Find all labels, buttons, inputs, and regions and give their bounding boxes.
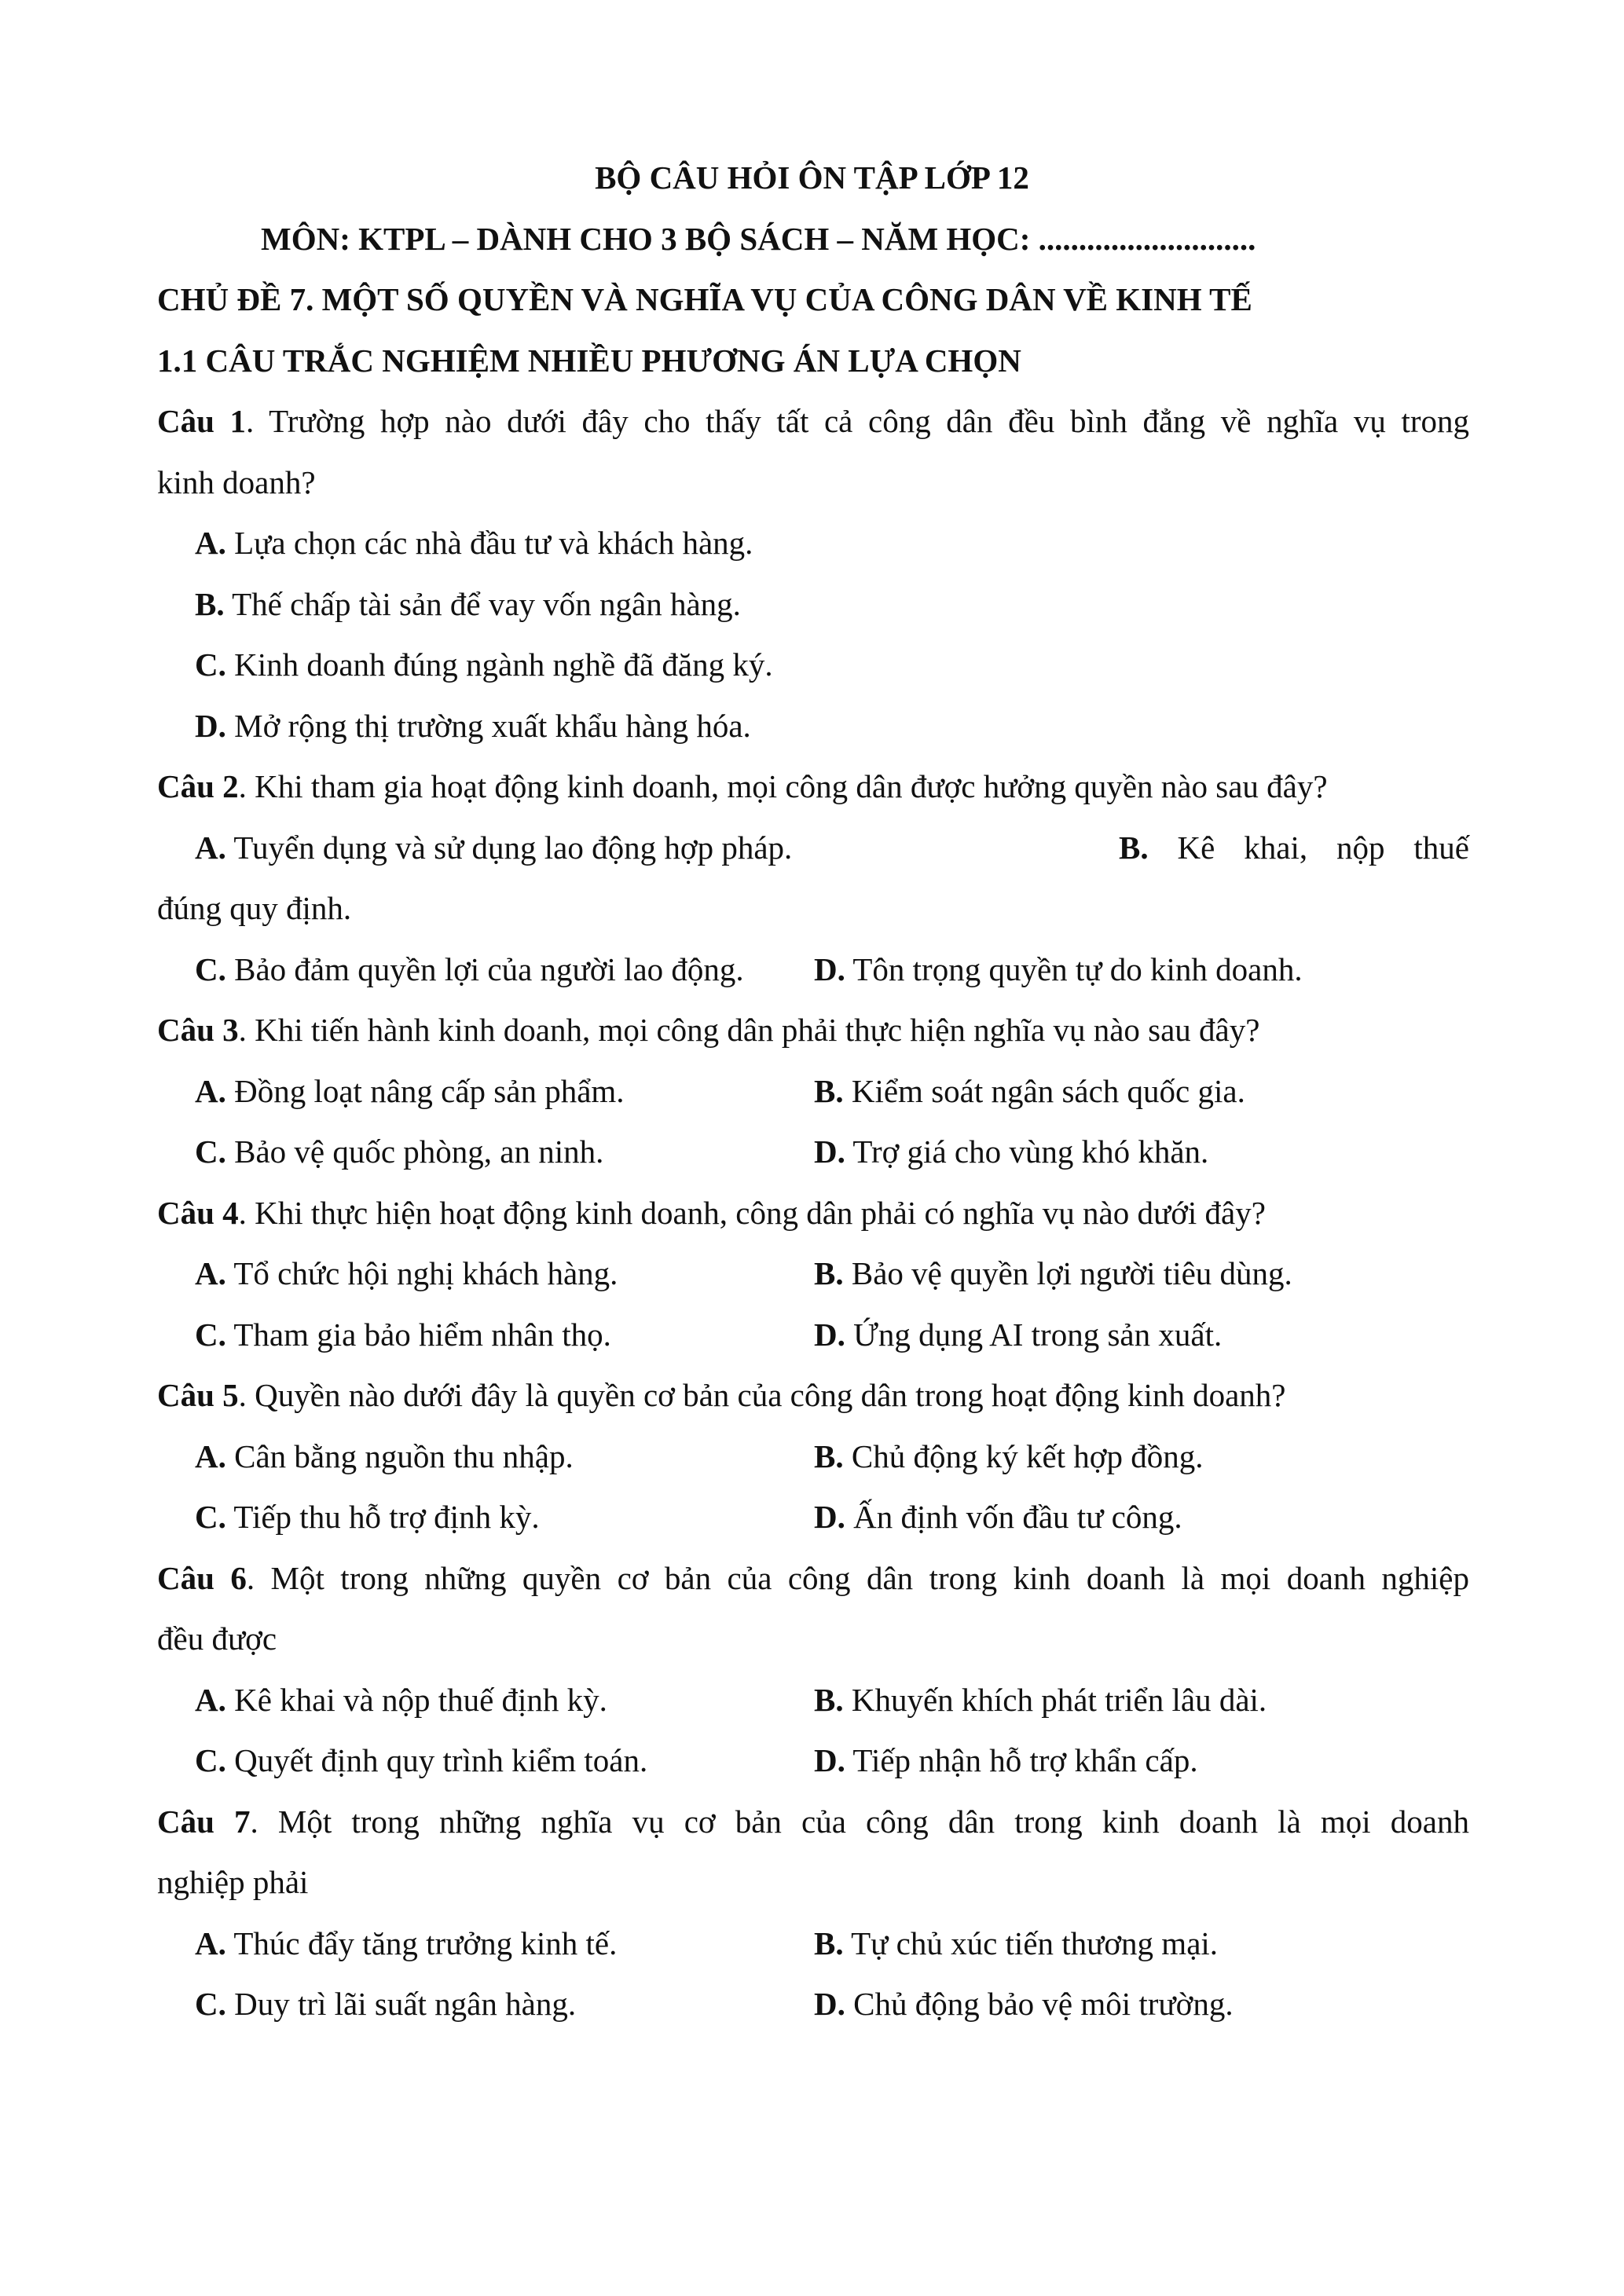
option-key: A. bbox=[195, 1073, 226, 1109]
question-label: Câu 1 bbox=[157, 403, 247, 439]
question-label: Câu 4 bbox=[157, 1195, 239, 1231]
option-text: Kiểm soát ngân sách quốc gia. bbox=[843, 1073, 1245, 1109]
question-3 bbox=[157, 1009, 1259, 1050]
option-text: Ứng dụng AI trong sản xuất. bbox=[845, 1316, 1223, 1353]
question-text: . Quyền nào dưới đây là quyền cơ bản của công dân trong hoạt động kinh doanh? bbox=[238, 1377, 1286, 1413]
option-1a bbox=[195, 522, 753, 563]
option-text: Tham gia bảo hiểm nhân thọ. bbox=[225, 1316, 611, 1353]
option-text: Thúc đẩy tăng trưởng kinh tế. bbox=[225, 1925, 618, 1961]
option-5d bbox=[814, 1496, 1182, 1537]
option-2c bbox=[195, 949, 744, 990]
option-key: B. bbox=[814, 1438, 844, 1474]
option-key: B. bbox=[814, 1682, 844, 1718]
option-key: D. bbox=[814, 1133, 845, 1170]
question-7 bbox=[157, 1801, 1469, 1842]
question-1 bbox=[157, 401, 1469, 441]
option-key: A. bbox=[195, 829, 226, 866]
option-7c bbox=[195, 1983, 576, 2024]
option-text: Khuyến khích phát triển lâu dài. bbox=[843, 1682, 1267, 1718]
question-6-continued: đều được bbox=[157, 1620, 277, 1657]
option-text: Tiếp thu hỗ trợ định kỳ. bbox=[225, 1499, 540, 1535]
option-text: Kê khai, nộp thuế bbox=[1148, 829, 1469, 866]
option-key: C. bbox=[195, 951, 226, 987]
option-key: C. bbox=[195, 646, 226, 683]
option-1b bbox=[195, 584, 741, 624]
option-3b bbox=[814, 1071, 1245, 1111]
option-text: Bảo vệ quyền lợi người tiêu dùng. bbox=[843, 1255, 1292, 1291]
option-text: Kê khai và nộp thuế định kỳ. bbox=[225, 1682, 607, 1718]
option-text: Chủ động ký kết hợp đồng. bbox=[843, 1438, 1204, 1474]
option-key: C. bbox=[195, 1742, 226, 1778]
option-text: Ấn định vốn đầu tư công. bbox=[845, 1499, 1182, 1535]
topic-heading: CHỦ ĐỀ 7. MỘT SỐ QUYỀN VÀ NGHĨA VỤ CỦA CÔNG DÂN VỀ KINH TẾ bbox=[157, 281, 1252, 317]
option-key: A. bbox=[195, 525, 226, 561]
option-6a bbox=[195, 1679, 607, 1720]
option-3c bbox=[195, 1131, 603, 1172]
question-6 bbox=[157, 1558, 1469, 1598]
option-key: C. bbox=[195, 1316, 226, 1353]
option-4b bbox=[814, 1253, 1292, 1294]
option-key: B. bbox=[1119, 829, 1149, 866]
option-key: A. bbox=[195, 1255, 226, 1291]
question-label: Câu 5 bbox=[157, 1377, 239, 1413]
question-text: . Khi tham gia hoạt động kinh doanh, mọi công dân được hưởng quyền nào sau đây? bbox=[238, 768, 1328, 804]
option-5a bbox=[195, 1436, 574, 1477]
option-text: Trợ giá cho vùng khó khăn. bbox=[845, 1133, 1209, 1170]
option-3d bbox=[814, 1131, 1208, 1172]
option-key: A. bbox=[195, 1682, 226, 1718]
option-text: Mở rộng thị trường xuất khẩu hàng hóa. bbox=[225, 708, 751, 744]
question-2 bbox=[157, 766, 1328, 807]
option-text: Tôn trọng quyền tự do kinh doanh. bbox=[845, 951, 1303, 987]
option-6b bbox=[814, 1679, 1267, 1720]
document-title: BỘ CÂU HỎI ÔN TẬP LỚP 12 bbox=[595, 159, 1029, 196]
question-label: Câu 7 bbox=[157, 1803, 251, 1840]
option-key: C. bbox=[195, 1986, 226, 2022]
option-2b bbox=[1119, 827, 1469, 868]
option-text: Tiếp nhận hỗ trợ khẩn cấp. bbox=[845, 1742, 1198, 1778]
question-label: Câu 2 bbox=[157, 768, 239, 804]
question-label: Câu 6 bbox=[157, 1560, 247, 1596]
option-7d bbox=[814, 1983, 1234, 2024]
question-1-continued: kinh doanh? bbox=[157, 464, 316, 500]
option-text: Kinh doanh đúng ngành nghề đã đăng ký. bbox=[225, 646, 773, 683]
option-text: Bảo đảm quyền lợi của người lao động. bbox=[225, 951, 744, 987]
option-key: C. bbox=[195, 1133, 226, 1170]
option-4c bbox=[195, 1314, 611, 1355]
option-key: B. bbox=[195, 586, 225, 622]
option-text: Cân bằng nguồn thu nhập. bbox=[225, 1438, 574, 1474]
option-text: Tuyển dụng và sử dụng lao động hợp pháp. bbox=[225, 829, 793, 866]
option-key: B. bbox=[814, 1925, 844, 1961]
question-text: . Một trong những quyền cơ bản của công dân trong kinh doanh là mọi doanh nghiệp bbox=[246, 1560, 1469, 1596]
question-label: Câu 3 bbox=[157, 1012, 239, 1048]
option-key: C. bbox=[195, 1499, 226, 1535]
option-2a bbox=[195, 827, 792, 868]
option-key: D. bbox=[814, 951, 845, 987]
option-7a bbox=[195, 1923, 617, 1964]
option-1c bbox=[195, 644, 773, 685]
question-5 bbox=[157, 1375, 1286, 1415]
question-text: . Khi tiến hành kinh doanh, mọi công dân phải thực hiện nghĩa vụ nào sau đây? bbox=[238, 1012, 1260, 1048]
option-text: Tổ chức hội nghị khách hàng. bbox=[225, 1255, 618, 1291]
option-6c bbox=[195, 1740, 647, 1781]
document-subtitle: MÔN: KTPL – DÀNH CHO 3 BỘ SÁCH – NĂM HỌC: ........................... bbox=[261, 221, 1256, 257]
option-2d bbox=[814, 949, 1303, 990]
option-key: A. bbox=[195, 1438, 226, 1474]
option-key: A. bbox=[195, 1925, 226, 1961]
question-text: . Khi thực hiện hoạt động kinh doanh, công dân phải có nghĩa vụ nào dưới đây? bbox=[238, 1195, 1266, 1231]
option-key: D. bbox=[195, 708, 226, 744]
option-6d bbox=[814, 1740, 1198, 1781]
question-7-continued: nghiệp phải bbox=[157, 1864, 309, 1900]
option-3a bbox=[195, 1071, 625, 1111]
option-key: B. bbox=[814, 1073, 844, 1109]
question-text: . Một trong những nghĩa vụ cơ bản của công dân trong kinh doanh là mọi doanh bbox=[250, 1803, 1469, 1840]
option-key: D. bbox=[814, 1316, 845, 1353]
option-text: Chủ động bảo vệ môi trường. bbox=[845, 1986, 1234, 2022]
option-2b-continued: đúng quy định. bbox=[157, 890, 352, 926]
option-key: B. bbox=[814, 1255, 844, 1291]
option-5c bbox=[195, 1496, 540, 1537]
option-key: D. bbox=[814, 1499, 845, 1535]
option-key: D. bbox=[814, 1986, 845, 2022]
option-text: Bảo vệ quốc phòng, an ninh. bbox=[225, 1133, 604, 1170]
option-text: Tự chủ xúc tiến thương mại. bbox=[843, 1925, 1219, 1961]
option-4a bbox=[195, 1253, 618, 1294]
option-4d bbox=[814, 1314, 1222, 1355]
option-text: Quyết định quy trình kiểm toán. bbox=[225, 1742, 648, 1778]
question-4 bbox=[157, 1192, 1266, 1233]
option-text: Duy trì lãi suất ngân hàng. bbox=[225, 1986, 577, 2022]
option-7b bbox=[814, 1923, 1218, 1964]
option-text: Lựa chọn các nhà đầu tư và khách hàng. bbox=[225, 525, 753, 561]
option-5b bbox=[814, 1436, 1203, 1477]
option-1d bbox=[195, 705, 751, 746]
option-text: Đồng loạt nâng cấp sản phẩm. bbox=[225, 1073, 625, 1109]
question-text: . Trường hợp nào dưới đây cho thấy tất cả công dân đều bình đẳng về nghĩa vụ trong bbox=[246, 403, 1469, 439]
option-key: D. bbox=[814, 1742, 845, 1778]
option-text: Thế chấp tài sản để vay vốn ngân hàng. bbox=[224, 586, 741, 622]
section-heading: 1.1 CÂU TRẮC NGHIỆM NHIỀU PHƯƠNG ÁN LỰA CHỌN bbox=[157, 342, 1021, 379]
